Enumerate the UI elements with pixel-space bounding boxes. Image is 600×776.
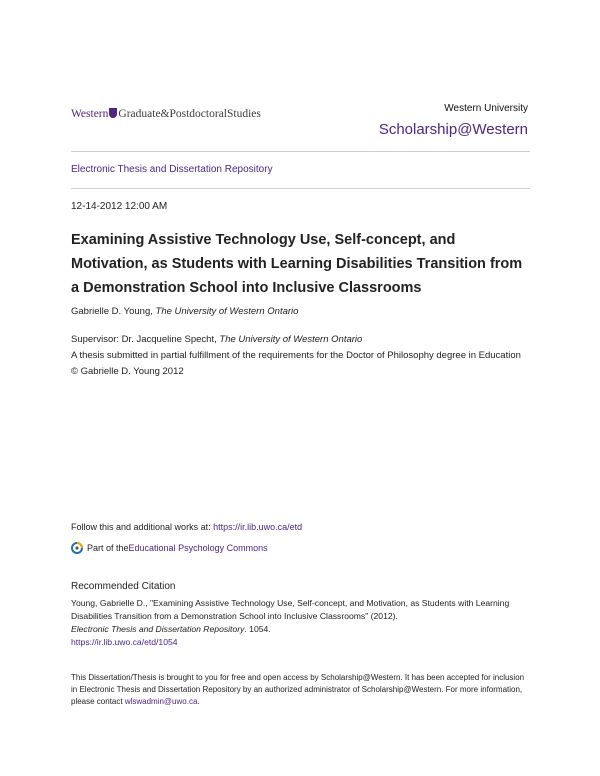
scholarship-western-title: Scholarship@Western [378,121,528,138]
part-of-prefix: Part of the [87,543,129,553]
citation-journal: Electronic Thesis and Dissertation Repository [71,624,245,634]
author-affiliation: The University of Western Ontario [155,306,299,317]
part-of-line [71,542,268,554]
divider [71,151,530,152]
citation-text: Young, Gabrielle D., "Examining Assistive Technology Use, Self-concept, and Motivation, as Students with Learning Disabilities Transition from a Demonstration School into Inclusive Classrooms" (2012). [71,598,510,621]
contact-email-link[interactable]: wlswadmin@uwo.ca [124,697,198,706]
citation-number: . 1054. [244,624,271,634]
thesis-title: Examining Assistive Technology Use, Self-concept, and Motivation, as Students with Learning Disabilities Transition from a Demonstration School into Inclusive Classrooms [71,232,523,296]
follow-prefix: Follow this and additional works at: [71,522,214,532]
commons-link[interactable]: Educational Psychology Commons [128,543,268,553]
repository-link[interactable]: Electronic Thesis and Dissertation Repository [71,164,273,175]
footer-text: This Dissertation/Thesis is brought to you for free and open access by Scholarship@Western. It has been accepted for inclusion in Electronic Thesis and Dissertation Repository by an authorized administrator of Scholarship@Western. For more information, please contact [71,673,525,706]
citation-journal-line [71,623,531,636]
western-graduate-logo [71,108,261,120]
follow-link[interactable]: https://ir.lib.uwo.ca/etd [213,522,303,532]
author-name: Gabrielle D. Young, [71,306,156,317]
publication-date: 12-14-2012 12:00 AM [71,201,168,212]
supervisor-name: Supervisor: Dr. Jacqueline Specht, [71,334,220,345]
supervisor-line [71,332,531,348]
citation-url[interactable]: https://ir.lib.uwo.ca/etd/1054 [71,637,178,647]
supervisor-affiliation: The University of Western Ontario [219,334,363,345]
shield-icon [109,108,117,118]
recommended-citation-heading: Recommended Citation [71,581,176,592]
university-name: Western University [444,103,528,114]
author-line [71,306,298,317]
brand-western: Western [71,108,109,120]
thesis-note: A thesis submitted in partial fulfillment of the requirements for the Doctor of Philosophy degree in Education [71,350,521,361]
follow-line [71,522,302,532]
footer-notice [71,672,531,708]
copyright: © Gabrielle D. Young 2012 [71,366,184,377]
thesis-details [71,332,531,380]
open-access-icon [71,542,83,554]
divider [71,188,530,189]
brand-graduate-studies: Graduate&PostdoctoralStudies [118,108,261,120]
citation-block [71,597,531,649]
footer-end: . [197,697,200,706]
